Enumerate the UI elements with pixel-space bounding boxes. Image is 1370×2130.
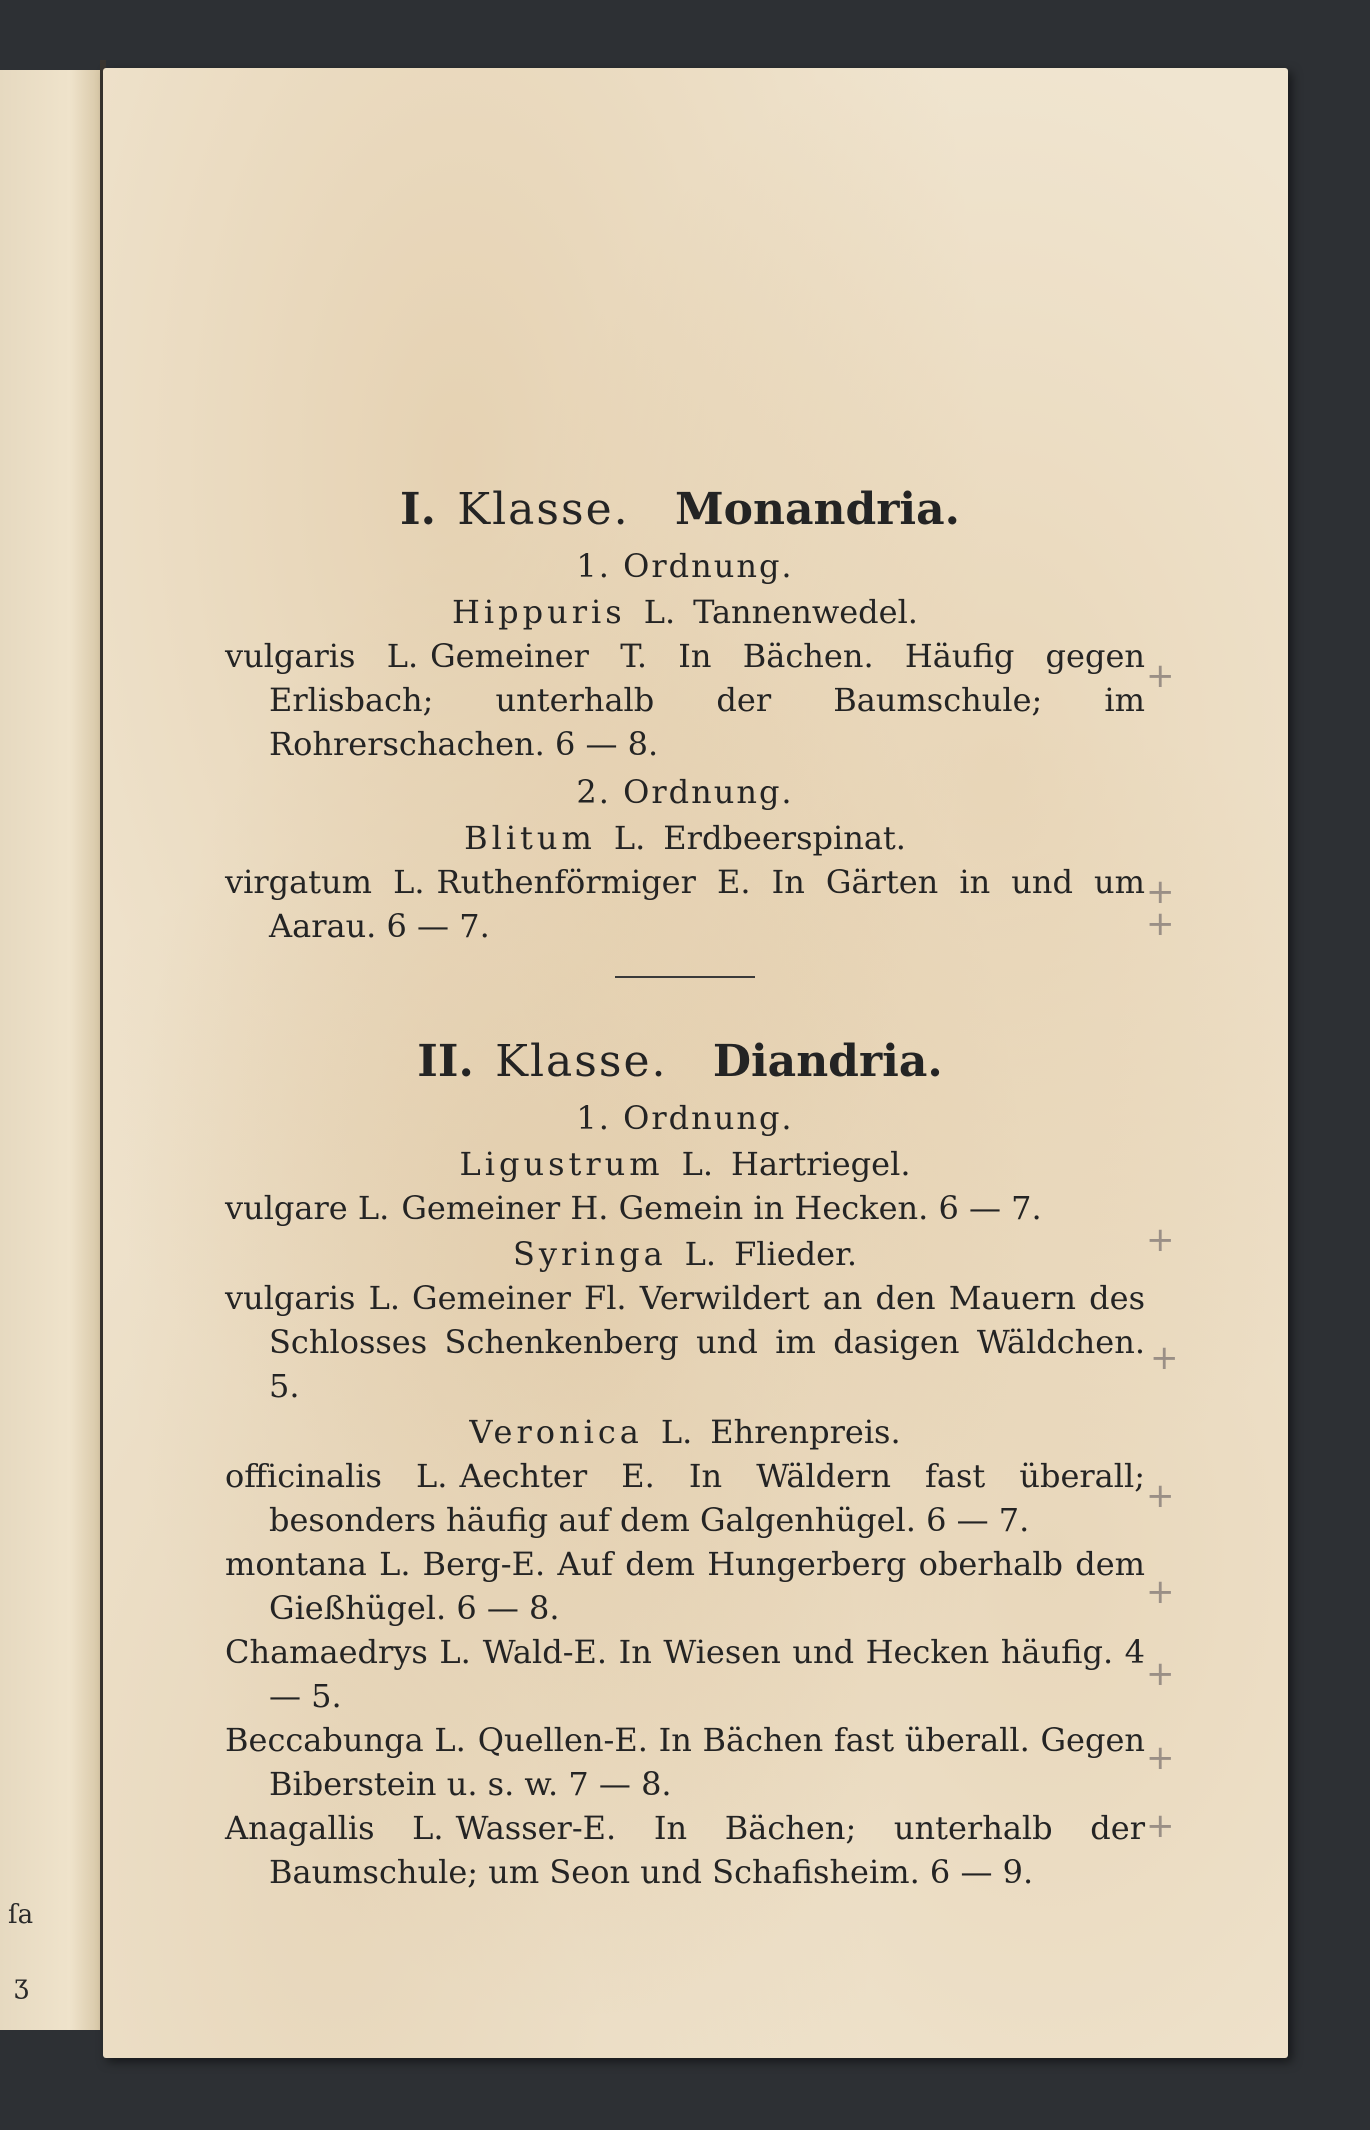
species-name: Anagallis L.	[225, 1809, 444, 1847]
margin-mark: +	[1146, 1738, 1175, 1778]
left-page-edge	[0, 70, 102, 2030]
genus-author: L.	[613, 819, 646, 857]
section-divider	[615, 976, 755, 978]
genus-author: L.	[681, 1145, 714, 1183]
genus-name: Hippuris	[452, 593, 626, 631]
species-name: Chamaedrys L.	[225, 1633, 471, 1671]
order-heading: 2. Ordnung.	[576, 773, 794, 811]
genus-name: Blitum	[464, 819, 596, 857]
species-text: Quellen-E. In Bächen fast überall. Gegen Biberstein u. s. w. 7 — 8.	[269, 1721, 1146, 1803]
species-entry	[225, 634, 1145, 766]
species-entry	[225, 1542, 1145, 1630]
margin-mark: +	[1146, 1806, 1175, 1846]
genus-author: L.	[643, 593, 676, 631]
page-content	[225, 480, 1145, 1894]
species-entry	[225, 860, 1145, 948]
genus-heading	[225, 816, 1145, 860]
species-text: Gemeiner H. Gemein in Hecken. 6 — 7.	[401, 1189, 1042, 1227]
genus-heading	[225, 1410, 1145, 1454]
species-text: Gemeiner T. In Bächen. Häufig gegen Erlisbach; unterhalb der Baumschule; im Rohrerschachen. 6 — 8.	[269, 637, 1145, 763]
genus-name: Syringa	[512, 1235, 667, 1273]
class-word: Klasse.	[495, 1036, 668, 1087]
margin-mark: +	[1146, 904, 1175, 944]
genus-common-name: Tannenwedel.	[693, 593, 918, 631]
species-name: Beccabunga L.	[225, 1721, 466, 1759]
margin-mark: +	[1146, 1476, 1175, 1516]
margin-mark: +	[1146, 1654, 1175, 1694]
order-heading: 1. Ordnung.	[576, 1099, 794, 1137]
species-entry	[225, 1718, 1145, 1806]
class-heading	[215, 1032, 1145, 1092]
class-numeral: I.	[400, 484, 436, 535]
class-word: Klasse.	[457, 484, 630, 535]
species-name: vulgaris L.	[225, 1279, 400, 1317]
class-numeral: II.	[417, 1036, 474, 1087]
species-entry	[225, 1276, 1145, 1408]
species-text: Aechter E. In Wäldern fast überall; besonders häufig auf dem Galgenhügel. 6 — 7.	[269, 1457, 1146, 1539]
genus-common-name: Erdbeerspinat.	[663, 819, 906, 857]
species-text: Ruthenförmiger E. In Gärten in und um Aarau. 6 — 7.	[269, 863, 1145, 945]
species-entry	[225, 1454, 1145, 1542]
species-name: vulgaris L.	[225, 637, 419, 675]
margin-mark: +	[1146, 656, 1175, 696]
class-heading	[215, 480, 1145, 540]
species-name: virgatum L.	[225, 863, 425, 901]
genus-heading	[225, 590, 1145, 634]
genus-name: Veronica	[469, 1413, 643, 1451]
species-name: officinalis L.	[225, 1457, 448, 1495]
species-entry	[225, 1806, 1145, 1894]
margin-mark: +	[1146, 1220, 1175, 1260]
species-text: Wald-E. In Wiesen und Hecken häufig. 4 — 5.	[269, 1633, 1146, 1715]
genus-name: Ligustrum	[459, 1145, 664, 1183]
species-name: vulgare L.	[225, 1189, 390, 1227]
species-entry	[225, 1630, 1145, 1718]
species-text: Wasser-E. In Bächen; unterhalb der Baumschule; um Seon und Schafisheim. 6 — 9.	[269, 1809, 1146, 1891]
class-name: Monandria.	[674, 484, 960, 535]
genus-common-name: Ehrenpreis.	[710, 1413, 901, 1451]
order-heading: 1. Ordnung.	[576, 547, 794, 585]
margin-mark: +	[1146, 872, 1175, 912]
genus-author: L.	[660, 1413, 693, 1451]
left-page-mark: ſa	[8, 1900, 34, 1930]
species-text: Gemeiner Fl. Verwildert an den Mauern des Schlosses Schenkenberg und im dasigen Wäldchen. 5.	[269, 1279, 1146, 1405]
genus-heading	[225, 1142, 1145, 1186]
margin-mark: +	[1150, 1338, 1179, 1378]
species-text: Berg-E. Auf dem Hungerberg oberhalb dem Gießhügel. 6 — 8.	[269, 1545, 1146, 1627]
left-page-mark: ʒ	[14, 1970, 29, 2000]
genus-common-name: Hartriegel.	[731, 1145, 911, 1183]
genus-author: L.	[684, 1235, 717, 1273]
species-name: montana L.	[225, 1545, 411, 1583]
genus-heading	[225, 1232, 1145, 1276]
genus-common-name: Flieder.	[734, 1235, 858, 1273]
species-entry	[225, 1186, 1145, 1230]
class-name: Diandria.	[712, 1036, 943, 1087]
margin-mark: +	[1146, 1572, 1175, 1612]
